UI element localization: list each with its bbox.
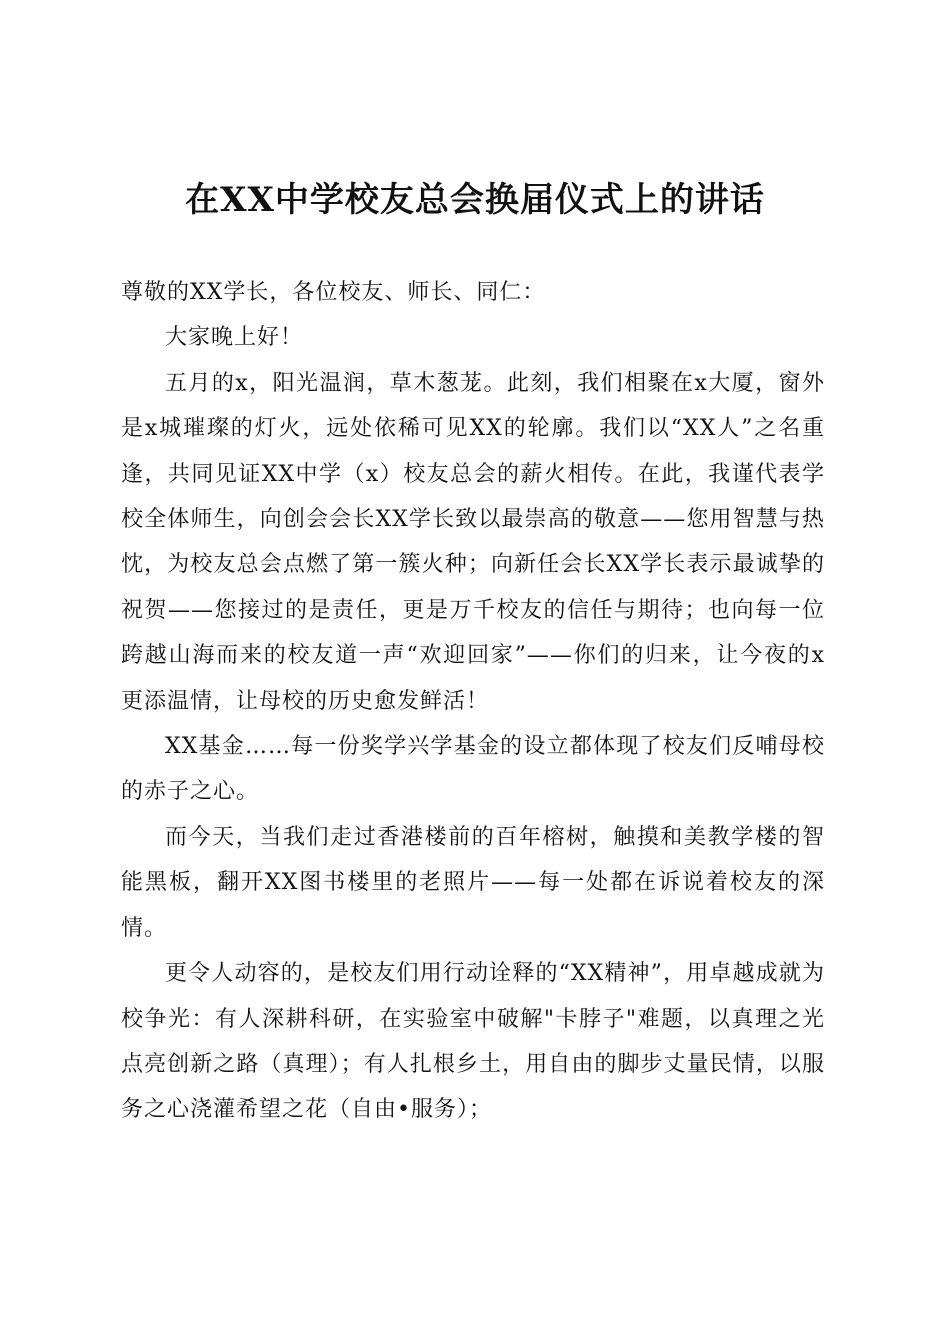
- paragraph-fund: XX基金……每一份奖学兴学基金的设立都体现了校友们反哺母校的赤子之心。: [121, 734, 825, 805]
- paragraph-campus: 而今天，当我们走过香港楼前的百年榕树，触摸和美教学楼的智能黑板，翻开XX图书楼里的老照片——每一处都在诉说着校友的深情。: [121, 824, 825, 941]
- salutation: 尊敬的XX学长，各位校友、师长、同仁：: [121, 280, 546, 305]
- paragraph-greeting: 大家晚上好！: [165, 325, 304, 351]
- document-body: [121, 270, 825, 1133]
- paragraph-spirit: 更令人动容的，是校友们用行动诠释的“XX精神”，用卓越成就为校争光：有人深耕科研，在实验室中破解"卡脖子"难题，以真理之光点亮创新之路（真理）；有人扎根乡土，用自由的脚步丈量民情，以服务之心浇灌希望之花（自由•服务）；: [121, 961, 825, 1123]
- document-title: 在XX中学校友总会换届仪式上的讲话: [185, 180, 765, 220]
- paragraph-opening: 五月的x，阳光温润，草木葱茏。此刻，我们相聚在x大厦，窗外是x城璀璨的灯火，远处依稀可见XX的轮廓。我们以“XX人”之名重逢，共同见证XX中学（x）校友总会的薪火相传。在此，我谨代表学校全体师生，向创会会长XX学长致以最崇高的敬意——您用智慧与热忱，为校友总会点燃了第一簇火种；向新任会长XX学长表示最诚挚的祝贺——您接过的是责任，更是万千校友的信任与期待；也向每一位跨越山海而来的校友道一声“欢迎回家”——你们的归来，让今夜的x更添温情，让母校的历史愈发鲜活！: [121, 370, 825, 714]
